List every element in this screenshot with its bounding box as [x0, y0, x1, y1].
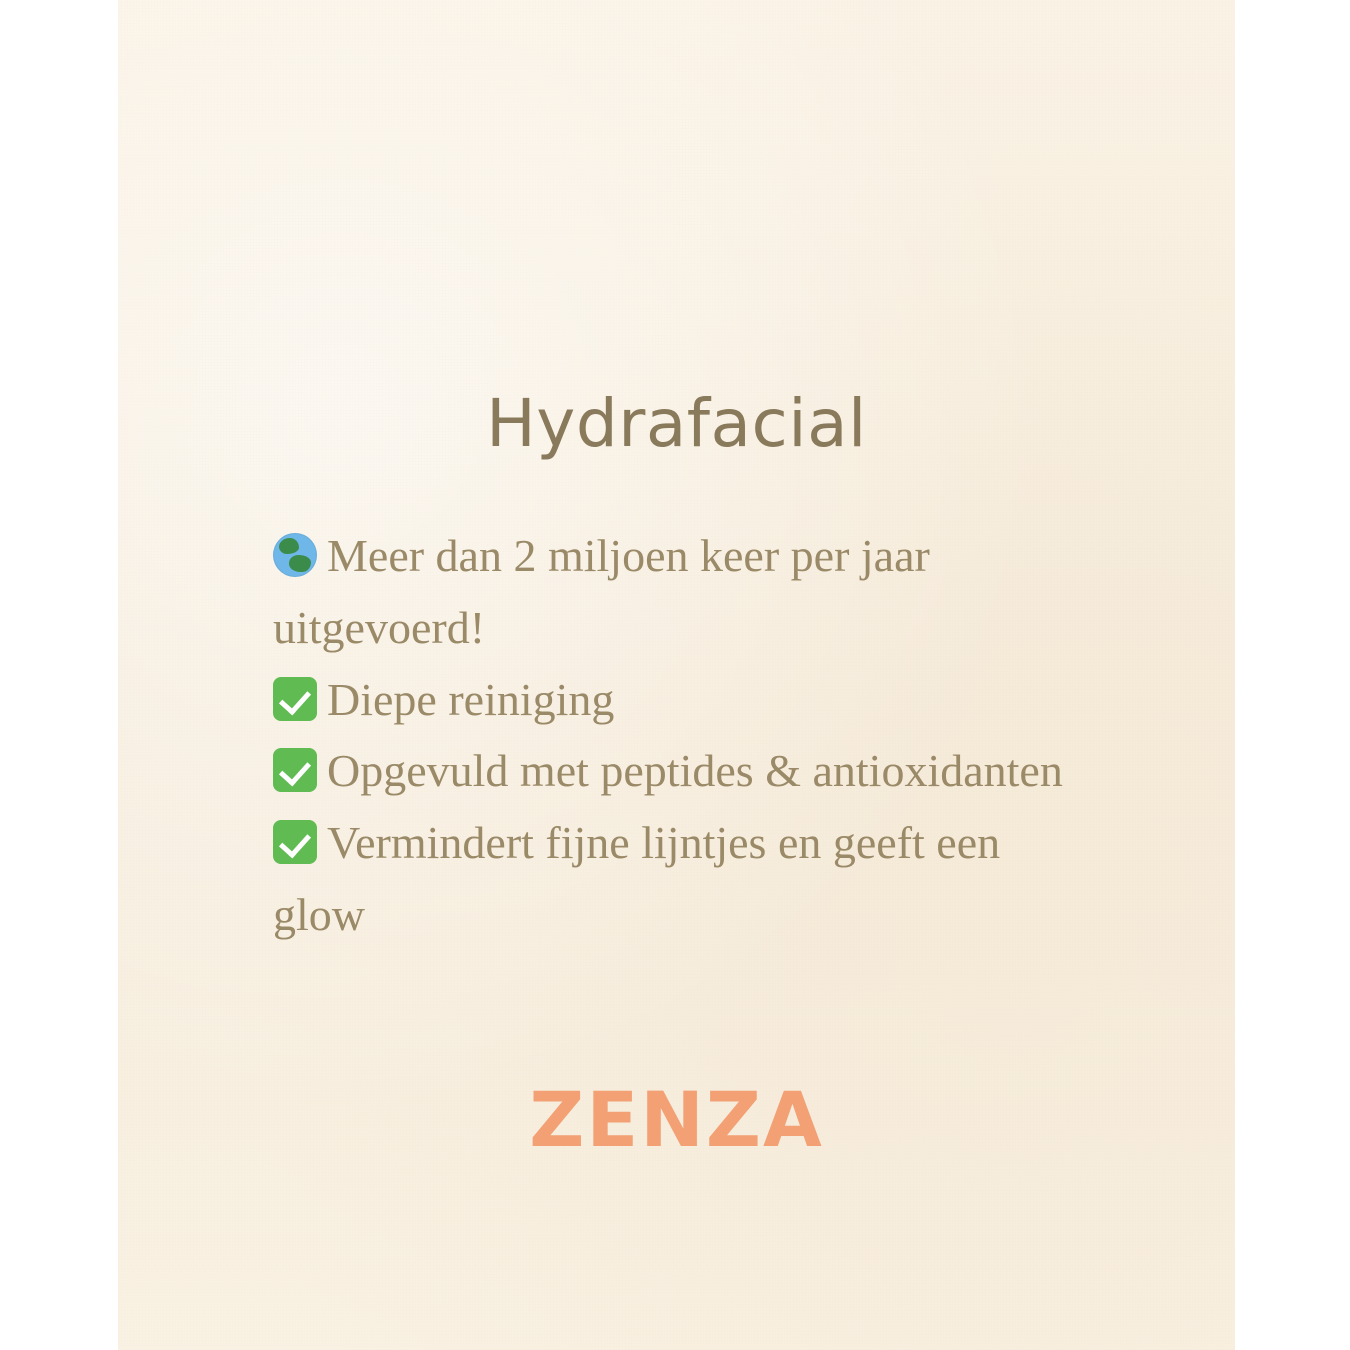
list-item-label: Meer dan 2 miljoen keer per jaar uitgevoerd!: [273, 530, 930, 653]
brand-logo: [118, 1075, 1235, 1164]
globe-icon: [273, 533, 317, 577]
list-item: [273, 664, 1103, 736]
poster-content: [118, 0, 1235, 1350]
check-icon: [273, 748, 317, 792]
page-title: Hydrafacial: [486, 385, 867, 462]
check-icon: [273, 677, 317, 721]
benefits-list: [273, 520, 1103, 951]
list-item-label: Opgevuld met peptides & antioxidanten: [327, 745, 1063, 797]
list-item: [273, 735, 1103, 807]
list-item: [273, 807, 1103, 951]
list-item: [273, 520, 1103, 664]
poster-card: [118, 0, 1235, 1350]
brand-name: ZENZA: [529, 1075, 824, 1164]
list-item-label: Vermindert fijne lijntjes en geeft een glow: [273, 817, 1001, 940]
list-item-label: Diepe reiniging: [327, 673, 615, 725]
check-icon: [273, 820, 317, 864]
